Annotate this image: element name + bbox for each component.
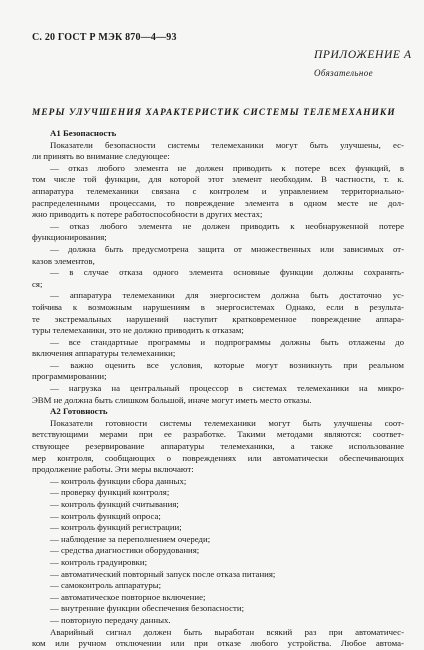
text-line: аппаратура телемеханики связана с контролем и управлением территориально- [32, 185, 404, 196]
text-line: — важно оценить все условия, которые могут возникнуть при реальном [50, 359, 404, 370]
text-line: продолжение работы. Эти меры включают: [32, 464, 194, 475]
text-line: — проверку функций контроля; [50, 487, 170, 498]
text-line: — аппаратура телемеханики для энергосистем должна быть достаточно ус- [50, 290, 404, 301]
section-heading: А1 Безопасность [50, 128, 117, 138]
appendix-label: ПРИЛОЖЕНИЕ А [314, 49, 412, 61]
text-line: — в случае отказа одного элемента основные функции должны сохранять- [50, 267, 404, 278]
text-line: — контроль функций регистрации; [50, 522, 182, 533]
text-line: — контроль градуировки; [50, 556, 148, 567]
text-line: — контроль функций опроса; [50, 510, 161, 521]
text-line: — средства диагностики оборудования; [50, 545, 200, 556]
text-line: Показатели готовности системы телемеханики могут быть улучшены соот- [50, 417, 404, 428]
text-line: жно приводить к потере работоспособности в других местах; [32, 209, 263, 220]
text-line: — контроль функции сбора данных; [50, 475, 187, 486]
text-line: Показатели безопасности системы телемеханики могут быть улучшены, ес- [50, 139, 404, 150]
text-line: — автоматический повторный запуск после отказа питания; [50, 568, 276, 579]
text-line: — повторную передачу данных. [50, 614, 171, 625]
text-line: распределенными процессами, то повреждение элемента в одном месте не дол- [32, 197, 404, 208]
text-line: тойчива к возможным нарушениям в энергосистемах Однако, если в результа- [32, 301, 404, 312]
text-line: ветствующими мерами при ее разработке. Такими методами являются: соответ- [32, 429, 404, 440]
section-title: МЕРЫ УЛУЧШЕНИЯ ХАРАКТЕРИСТИК СИСТЕМЫ ТЕЛЕМЕХАНИКИ [32, 108, 396, 118]
text-line: Аварийный сигнал должен быть выработан всякий раз при автоматичес- [50, 626, 404, 637]
text-line: — наблюдение за переполнением очереди; [50, 533, 211, 544]
text-line: программировании; [32, 371, 107, 382]
text-line: — все стандартные программы и подпрограммы должны быть отлажены до [50, 336, 404, 347]
text-line: — должна быть предусмотрена защита от множественных или зависимых от- [50, 243, 404, 254]
text-line: мер контроля, сообщающих о повреждениях или автоматически обеспечивающих [32, 452, 404, 463]
text-line: — автоматическое повторное включение; [50, 591, 206, 602]
text-line: ком или ручном отключении или при отказе любого устройства. Любое автома- [32, 638, 404, 649]
text-line: функционирования; [32, 232, 107, 243]
text-line: включения аппаратуры телемеханики; [32, 348, 176, 359]
text-line: ся; [32, 278, 43, 289]
text-line: — внутренние функции обеспечения безопасности; [50, 603, 245, 614]
appendix-status: Обязательное [314, 68, 374, 78]
text-line: — контроль функций считывания; [50, 499, 179, 509]
text-line: казов элементов, [32, 255, 95, 266]
text-line: том числе той функции, для которой этот элемент необходим. В частности, т. к. [32, 174, 404, 185]
body-text [32, 128, 404, 650]
text-line: — самоконтроль аппаратуры; [50, 580, 162, 591]
text-line: — отказ любого элемента не должен приводить к потере всех функций, в [50, 162, 404, 173]
text-line: — отказ любого элемента не должен приводить к необнаруженной потере [50, 220, 404, 231]
text-line: туры телемеханики, это не должно приводить к отказам; [32, 325, 244, 336]
text-line: — нагрузка на центральный процессор в системах телемеханики на микро- [50, 383, 404, 394]
text-line: ли принять во внимание следующее: [32, 151, 170, 162]
text-line: ЭВМ не должна быть слишком большой, иначе могут иметь место отказы. [32, 394, 312, 405]
text-line: те экстремальных нарушений наступит кратковременное повреждение аппара- [32, 313, 404, 324]
section-heading: А2 Готовность [50, 406, 108, 417]
page-header: С. 20 ГОСТ Р МЭК 870—4—93 [32, 32, 177, 43]
text-line: ствующее резервирование аппаратуры телемеханики, а также использование [32, 441, 404, 452]
